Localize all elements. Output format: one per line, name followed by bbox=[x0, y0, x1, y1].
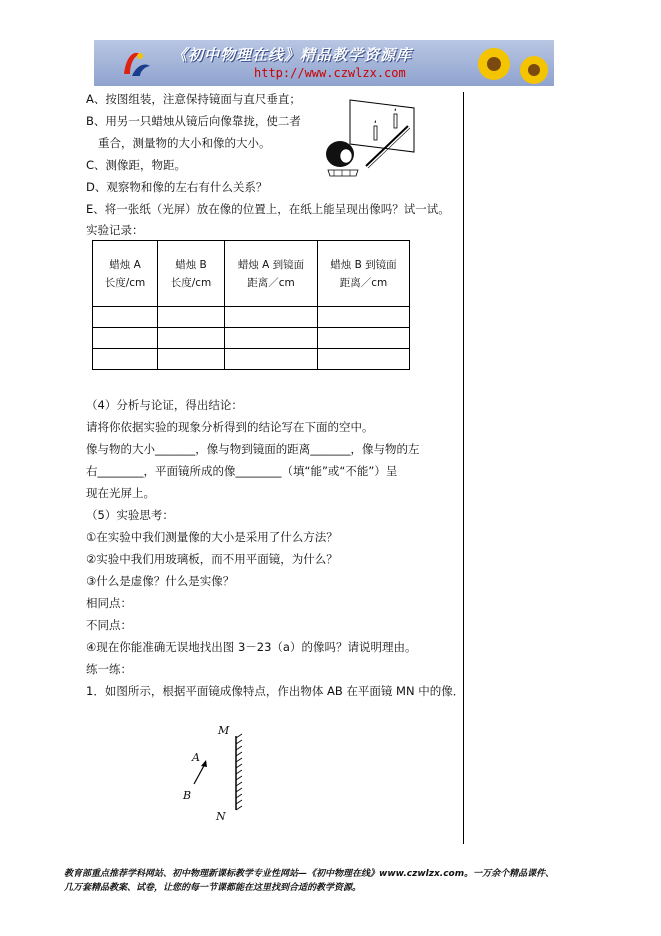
reflection-title: （5）实验思考： bbox=[86, 508, 174, 522]
practice-title: 练一练： bbox=[86, 662, 132, 676]
table-header: 蜡烛 A 长度/cm bbox=[93, 241, 158, 307]
analysis-intro: 请将你依据实验的现象分析得到的结论写在下面的空中。 bbox=[86, 420, 374, 434]
reflection-q2: ②实验中我们用玻璃板，而不用平面镜，为什么？ bbox=[86, 552, 338, 566]
label-n: N bbox=[216, 810, 226, 823]
banner-url[interactable]: http://www.czwlzx.com bbox=[254, 66, 406, 80]
experiment-illustration bbox=[322, 96, 422, 178]
table-header: 蜡烛 B 长度/cm bbox=[158, 241, 225, 307]
table-row bbox=[93, 328, 410, 349]
label-m: M bbox=[218, 724, 230, 737]
banner-title: 《初中物理在线》精品教学资源库 bbox=[172, 46, 413, 64]
footer-line2: 几万套精品教案、试卷，让您的每一节课都能在这里找到合适的教学资源。 bbox=[64, 883, 362, 893]
practice-q1: 1．如图所示，根据平面镜成像特点，作出物体 AB 在平面镜 MN 中的像． bbox=[86, 684, 465, 698]
table-header: 蜡烛 A 到镜面 距离／cm bbox=[225, 241, 318, 307]
record-title: 实验记录： bbox=[86, 223, 144, 237]
step-b-line2: 重合，测量物的大小和像的大小。 bbox=[98, 136, 271, 150]
analysis-line2: 右________，平面镜所成的像________（填“能”或“不能”）呈 bbox=[86, 464, 398, 478]
footer-line1: 教育部重点推荐学科网站、初中物理新课标教学专业性网站—《初中物理在线》www.czwlzx.com。一万余个精品课件、 bbox=[64, 869, 555, 879]
analysis-line1: 像与物的大小_______，像与物到镜面的距离_______，像与物的左 bbox=[86, 442, 420, 456]
reflection-diff: 不同点： bbox=[86, 618, 132, 632]
table-row bbox=[93, 307, 410, 328]
step-c: C、测像距，物距。 bbox=[86, 158, 187, 172]
label-a: A bbox=[192, 751, 200, 764]
mirror-figure bbox=[180, 730, 260, 820]
step-e: E、将一张纸（光屏）放在像的位置上，在纸上能呈现出像吗？试一试。 bbox=[86, 202, 450, 216]
step-b-line1: B、用另一只蜡烛从镜后向像靠拢，使二者 bbox=[86, 114, 301, 128]
label-b: B bbox=[183, 789, 192, 802]
table-row bbox=[93, 349, 410, 370]
record-table bbox=[92, 240, 410, 370]
sunflower-icon bbox=[464, 40, 554, 86]
reflection-same: 相同点： bbox=[86, 596, 132, 610]
analysis-title: （4）分析与论证，得出结论： bbox=[86, 398, 243, 412]
site-logo bbox=[120, 48, 154, 80]
table-header: 蜡烛 B 到镜面 距离／cm bbox=[318, 241, 410, 307]
step-d: D、观察物和像的左右有什么关系？ bbox=[86, 180, 268, 194]
margin-line bbox=[463, 92, 464, 844]
reflection-q3: ③什么是虚像？什么是实像？ bbox=[86, 574, 235, 588]
reflection-q1: ①在实验中我们测量像的大小是采用了什么方法？ bbox=[86, 530, 338, 544]
analysis-line3: 现在光屏上。 bbox=[86, 486, 155, 500]
step-a: A、按图组装，注意保持镜面与直尺垂直； bbox=[86, 92, 301, 106]
reflection-q4: ④现在你能准确无误地找出图 3－23（a）的像吗？请说明理由。 bbox=[86, 640, 417, 654]
header-banner bbox=[94, 40, 554, 86]
